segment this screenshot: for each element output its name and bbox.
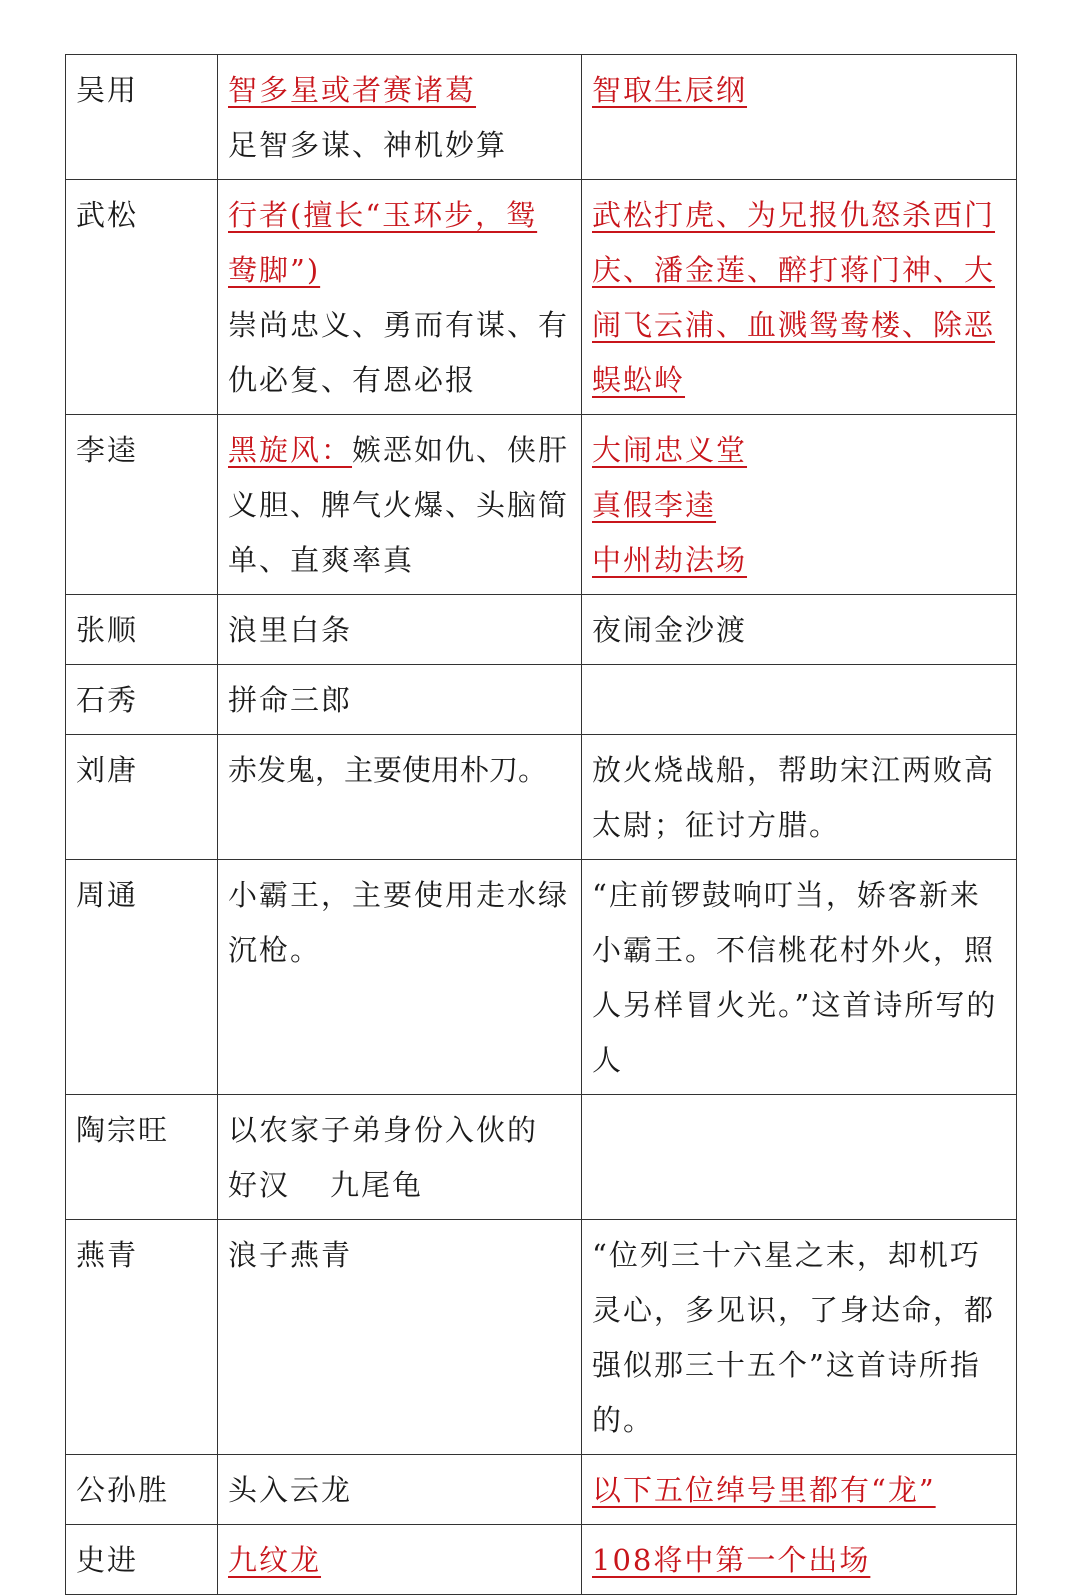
table-row [66, 1220, 1017, 1455]
hero-name: 燕青 [66, 1220, 218, 1455]
hero-name: 公孙胜 [66, 1455, 218, 1525]
nickname-highlight: 九纹龙 [228, 1543, 322, 1577]
events-highlight: 以下五位绰号里都有“龙” [592, 1473, 936, 1507]
hero-name: 周通 [66, 860, 218, 1095]
events-highlight: 108将中第一个出场 [592, 1543, 871, 1577]
table-row [66, 735, 1017, 860]
hero-nickname [218, 1095, 582, 1220]
nickname-highlight: 鸯脚”) [228, 253, 321, 287]
hero-events [582, 665, 1017, 735]
hero-name: 史进 [66, 1525, 218, 1595]
nickname-line: 好汉 [228, 1168, 291, 1202]
events-highlight: 智取生辰纲 [592, 73, 748, 107]
hero-events [582, 1455, 1017, 1525]
hero-nickname [218, 415, 582, 595]
hero-traits: 嫉恶如仇、侠肝义胆、脾气火爆、头脑简单、直爽率真 [228, 433, 570, 577]
nickname-line: 以农家子弟身份入伙的 [228, 1113, 539, 1147]
nickname-highlight: 行者(擅长“玉环步，鸳 [228, 198, 538, 232]
nickname-highlight: 智多星或者赛诸葛 [228, 73, 477, 107]
hero-name: 武松 [66, 180, 218, 415]
hero-events [582, 1525, 1017, 1595]
hero-events: 放火烧战船，帮助宋江两败高太尉；征讨方腊。 [582, 735, 1017, 860]
events-highlight: 中州劫法场 [592, 543, 748, 577]
hero-events: “庄前锣鼓响叮当，娇客新来小霸王。不信桃花村外火，照人另样冒火光。”这首诗所写的人 [582, 860, 1017, 1095]
hero-traits: 崇尚忠义、勇而有谋、有仇必复、有恩必报 [228, 308, 570, 397]
hero-nickname: 浪里白条 [218, 595, 582, 665]
hero-events [582, 55, 1017, 180]
table-row [66, 415, 1017, 595]
hero-nickname: 小霸王，主要使用走水绿沉枪。 [218, 860, 582, 1095]
hero-nickname [218, 55, 582, 180]
events-highlight: 大闹忠义堂 [592, 433, 748, 467]
hero-name: 刘唐 [66, 735, 218, 860]
hero-events: 夜闹金沙渡 [582, 595, 1017, 665]
hero-nickname [218, 180, 582, 415]
hero-nickname [218, 1525, 582, 1595]
hero-nickname: 拼命三郎 [218, 665, 582, 735]
hero-events: “位列三十六星之末，却机巧灵心，多见识，了身达命，都强似那三十五个”这首诗所指的。 [582, 1220, 1017, 1455]
table-row [66, 180, 1017, 415]
hero-nickname: 浪子燕青 [218, 1220, 582, 1455]
hero-table [65, 54, 1017, 1595]
nickname-line: 九尾龟 [330, 1168, 424, 1202]
hero-events [582, 415, 1017, 595]
hero-events [582, 1095, 1017, 1220]
hero-name: 吴用 [66, 55, 218, 180]
hero-name: 张顺 [66, 595, 218, 665]
table-row [66, 860, 1017, 1095]
events-highlight: 武松打虎、为兄报仇怒杀西门庆、潘金莲、醉打蒋门神、大闹飞云浦、血溅鸳鸯楼、除恶蜈蚣岭 [592, 198, 996, 397]
hero-traits: 足智多谋、神机妙算 [228, 128, 508, 162]
hero-nickname: 头入云龙 [218, 1455, 582, 1525]
hero-name: 陶宗旺 [66, 1095, 218, 1220]
hero-events [582, 180, 1017, 415]
hero-name: 石秀 [66, 665, 218, 735]
nickname-highlight: 黑旋风： [228, 433, 353, 467]
hero-nickname: 赤发鬼，主要使用朴刀。 [218, 735, 582, 860]
table-row [66, 595, 1017, 665]
table-row [66, 55, 1017, 180]
events-highlight: 真假李逵 [592, 488, 717, 522]
table-row [66, 665, 1017, 735]
hero-name: 李逵 [66, 415, 218, 595]
table-row [66, 1455, 1017, 1525]
table-row [66, 1095, 1017, 1220]
table-row [66, 1525, 1017, 1595]
